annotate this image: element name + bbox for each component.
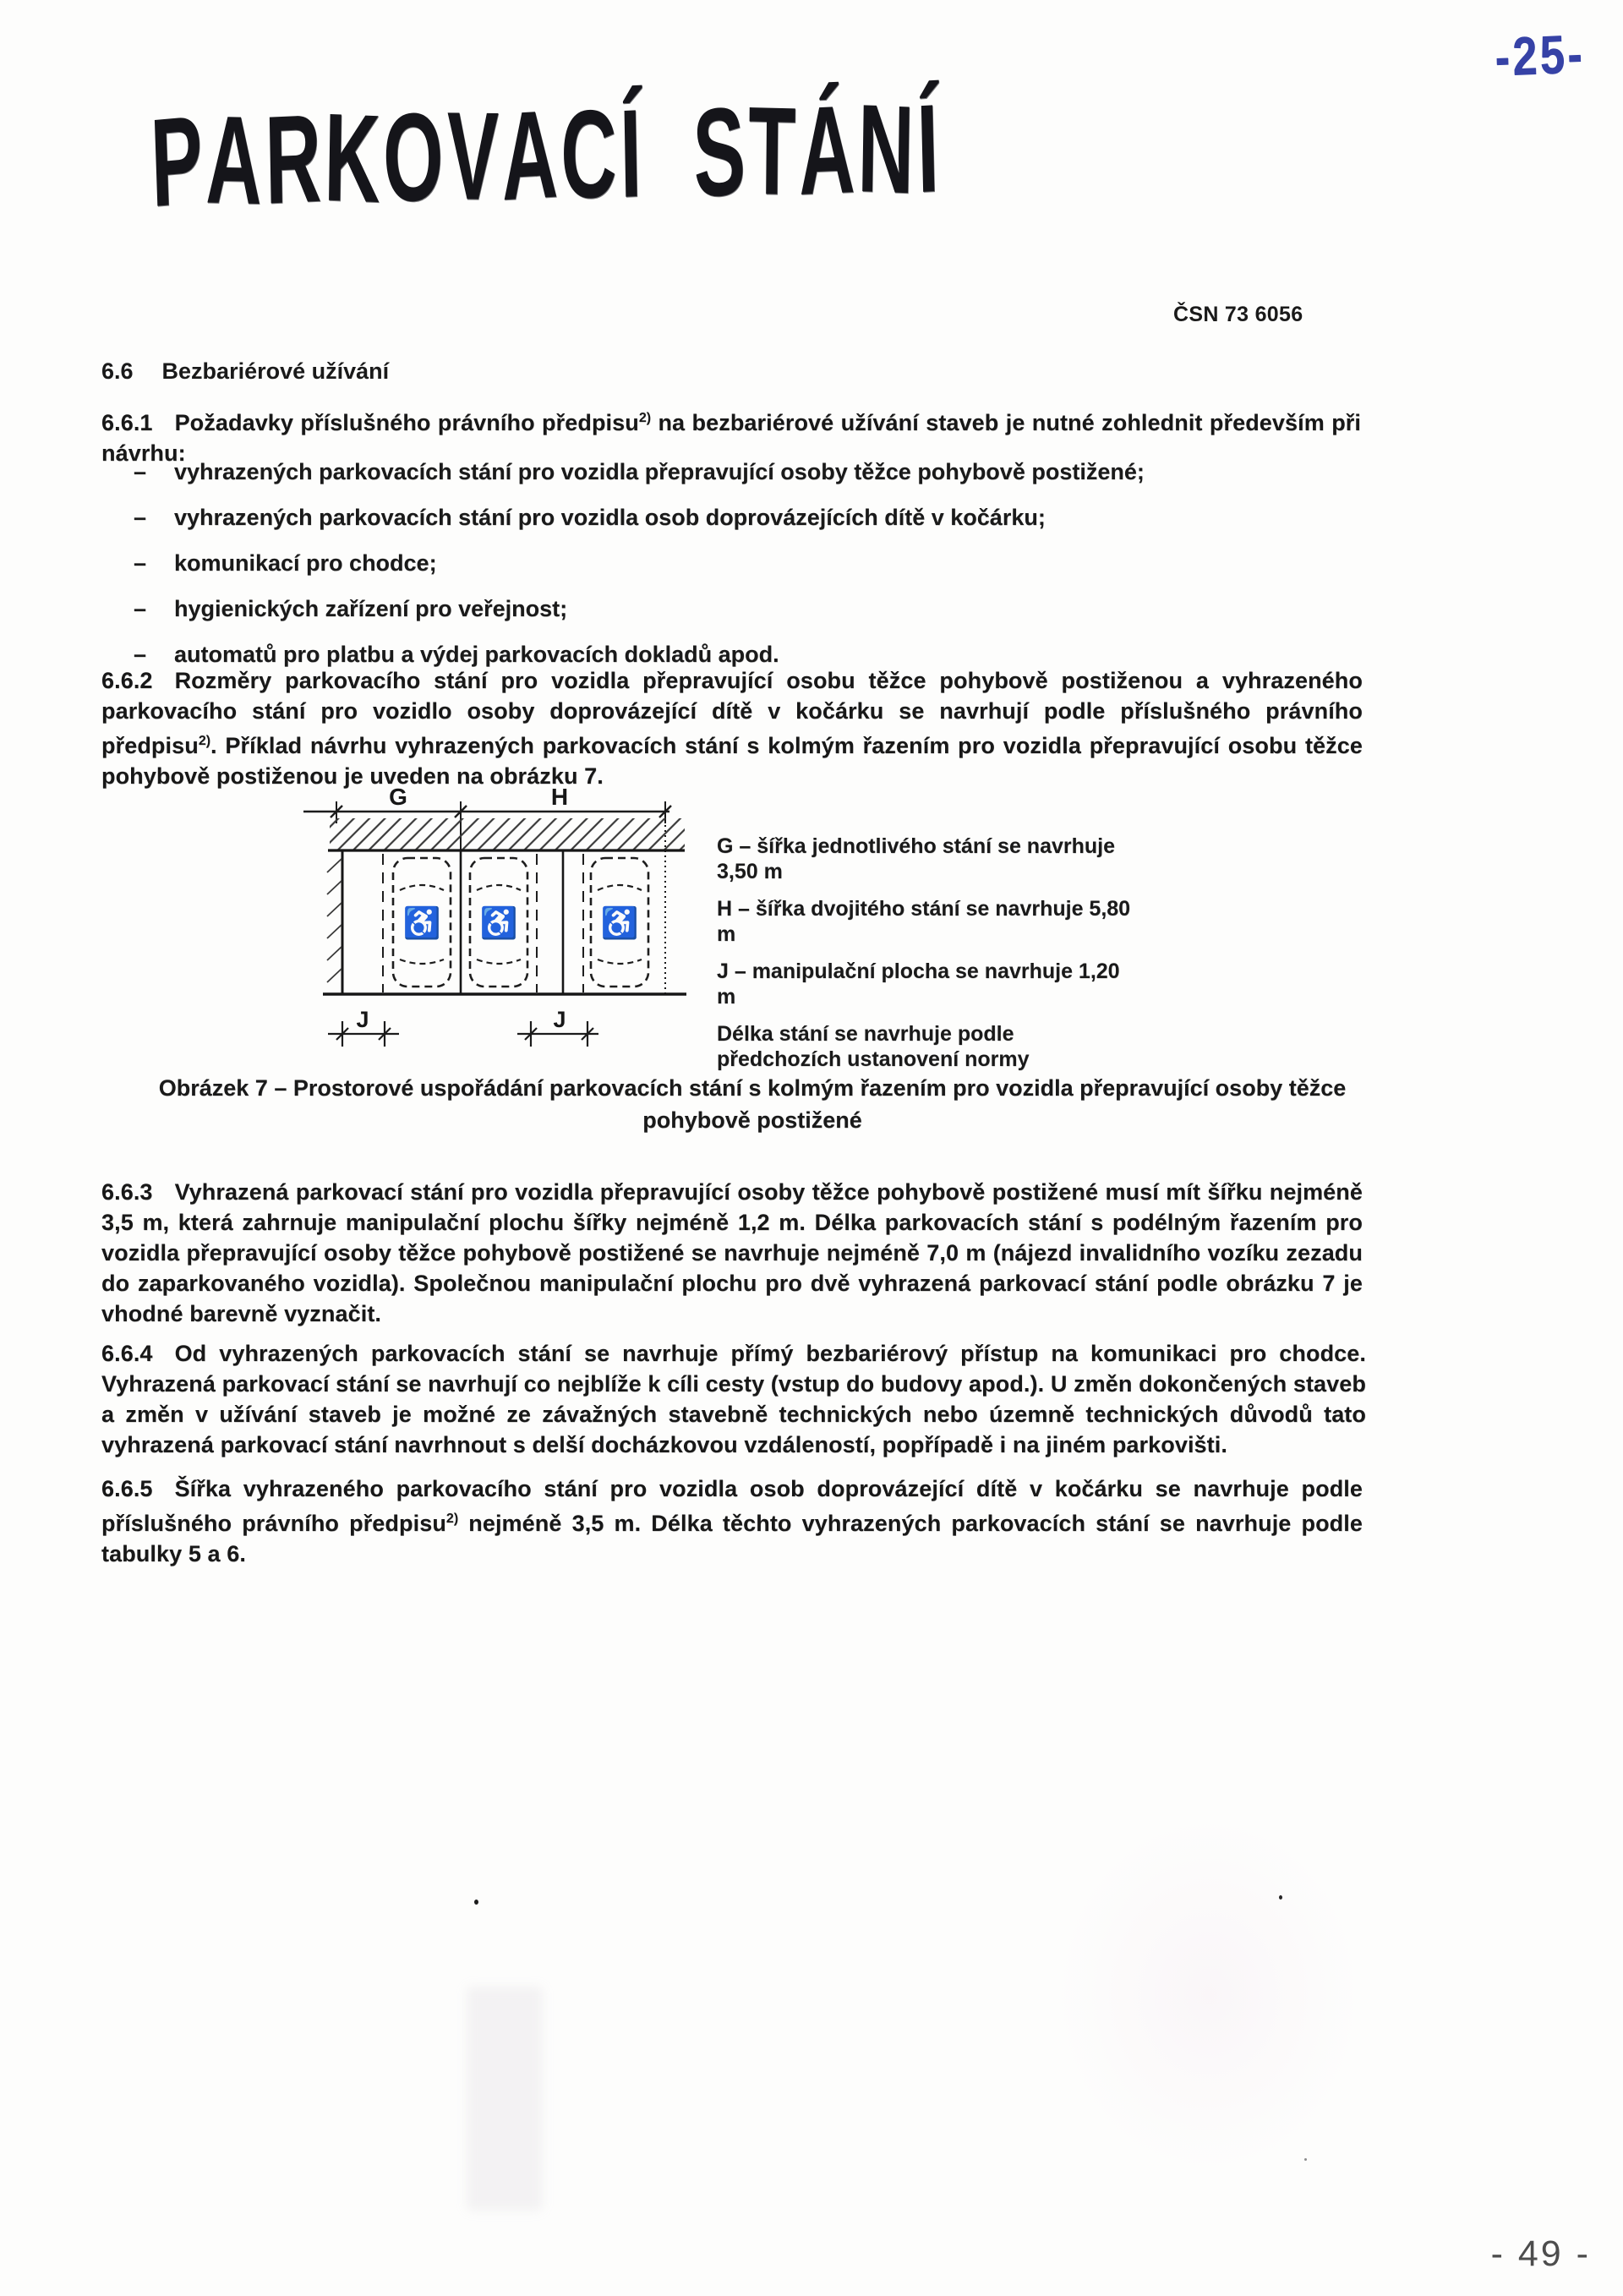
- paragraph-text: Vyhrazená parkovací stání pro vozidla přepravující osoby těžce pohybově postižené musí mít šířku nejméně 3,5 m, která zahrnuje manipulační plochu šířky nejméně 1,2 m. Délka parkovacích stání s podélným řazením pro vozidla přepravující osoby těžce pohybově postižené se navrhuje nejméně 7,0 m (nájezd invalidního vozíku zezadu do zaparkovaného vozidla). Společnou manipulační plochu pro dvě vyhrazená parkovací stání podle obrázku 7 je vhodné barevně vyznačit.: [101, 1179, 1363, 1326]
- paragraph-number: 6.6.4: [101, 1341, 153, 1366]
- legend-item: Délka stání se navrhuje podle předchozích ustanovení normy: [717, 1022, 1030, 1071]
- paragraph-6-6-5: [101, 1473, 1363, 1569]
- list-dash: –: [134, 505, 147, 530]
- dimension-label-g: G: [389, 784, 407, 810]
- wall-hatching: [330, 818, 685, 850]
- list-item-text: vyhrazených parkovacích stání pro vozidla osob doprovázejících dítě v kočárku;: [174, 505, 1046, 530]
- legend-item: G – šířka jednotlivého stání se navrhuje 3,50 m: [717, 834, 1115, 883]
- list-dash: –: [134, 596, 147, 621]
- list-item-text: hygienických zařízení pro veřejnost;: [174, 596, 568, 621]
- standard-reference: ČSN 73 6056: [1173, 303, 1303, 326]
- section-heading-number: 6.6: [101, 358, 134, 384]
- figure-caption: Obrázek 7 – Prostorové uspořádání parkovacích stání s kolmým řazením pro vozidla přepravující osoby těžce pohybově postižené: [158, 1075, 1347, 1133]
- list-item: [101, 502, 1336, 533]
- ink-speck: [1279, 1895, 1282, 1900]
- list-item-text: vyhrazených parkovacích stání pro vozidla přepravující osoby těžce pohybově postižené;: [174, 459, 1145, 484]
- paragraph-6-6-2: [101, 665, 1363, 791]
- paragraph-text: Požadavky příslušného právního předpisu: [174, 410, 639, 435]
- paragraph-number: 6.6.2: [101, 668, 153, 693]
- paragraph-6-6-4: [101, 1338, 1366, 1460]
- page-title: PARKOVACÍ STÁNÍ: [148, 78, 944, 234]
- section-heading-text: Bezbariérové užívání: [161, 358, 390, 384]
- list-dash: –: [134, 642, 147, 667]
- list-dash: –: [134, 459, 147, 484]
- scan-artifact: [467, 1987, 543, 2211]
- wheelchair-icon: ♿: [402, 905, 441, 940]
- paragraph-text: Šířka vyhrazeného parkovacího stání pro vozidla osob doprovázející dítě v kočárku se navrhuje podle příslušného právního předpisu: [101, 1476, 1363, 1536]
- list-item: [101, 456, 1336, 487]
- figure-7-drawing: [287, 784, 693, 1051]
- paragraph-number: 6.6.1: [101, 410, 153, 435]
- paragraph-text: . Příklad návrhu vyhrazených parkovacích stání s kolmým řazením pro vozidla přepravující osobu těžce pohybově postiženou je uveden na obrázku 7.: [101, 733, 1363, 789]
- dimension-label-h: H: [550, 784, 569, 810]
- paragraph-text: nejméně 3,5 m. Délka těchto vyhrazených parkovacích stání se navrhuje podle tabulky 5 a 6.: [101, 1511, 1363, 1566]
- handwritten-page-number: -25-: [1494, 22, 1587, 88]
- paragraph-number: 6.6.3: [101, 1179, 153, 1205]
- footnote-superscript: 2): [638, 411, 652, 425]
- list-dash: –: [134, 550, 147, 576]
- list-item: [101, 548, 1336, 578]
- list-item-text: automatů pro platbu a výdej parkovacích dokladů apod.: [174, 642, 779, 667]
- dimension-label-j: J: [553, 1007, 566, 1032]
- left-wall-hatching: [327, 859, 342, 982]
- paragraph-text: na bezbariérové užívání staveb je nutné zohlednit především při návrhu:: [101, 410, 1361, 466]
- dimension-label-j: J: [356, 1007, 369, 1032]
- legend-item: J – manipulační plocha se navrhuje 1,20 m: [717, 959, 1120, 1009]
- figure-legend: [717, 834, 1144, 1084]
- footnote-superscript: 2): [198, 734, 211, 748]
- section-heading: [101, 358, 389, 385]
- legend-item: H – šířka dvojitého stání se navrhuje 5,80 m: [717, 897, 1131, 946]
- footer-page-number: - 49 -: [1490, 2233, 1591, 2274]
- footnote-superscript: 2): [445, 1512, 459, 1526]
- paragraph-text: Rozměry parkovacího stání pro vozidla přepravující osobu těžce pohybově postiženou a vyhrazeného parkovacího stání pro vozidlo osoby doprovázející dítě v kočárku se navrhují podle příslušného právního předpisu: [101, 668, 1363, 758]
- wheelchair-icon: ♿: [479, 905, 518, 940]
- scan-artifact: [1057, 1818, 1361, 2173]
- wheelchair-icon: ♿: [600, 905, 639, 940]
- ink-speck: [1304, 2158, 1307, 2161]
- paragraph-6-6-3: [101, 1177, 1363, 1329]
- list-item-text: komunikací pro chodce;: [174, 550, 437, 576]
- requirements-list: [101, 456, 1336, 685]
- paragraph-number: 6.6.5: [101, 1476, 153, 1501]
- paragraph-text: Od vyhrazených parkovacích stání se navrhuje přímý bezbariérový přístup na komunikaci pro chodce. Vyhrazená parkovací stání se navrhují co nejblíže k cíli cesty (vstup do budovy apod.). U změn dokončených staveb a změn v užívání staveb je možné ze závažných stavebně technických nebo územně technických důvodů tato vyhrazená parkovací stání navrhnout s delší docházkovou vzdáleností, popřípadě i na jiném parkovišti.: [101, 1341, 1366, 1457]
- ink-speck: [474, 1900, 478, 1905]
- list-item: [101, 593, 1336, 624]
